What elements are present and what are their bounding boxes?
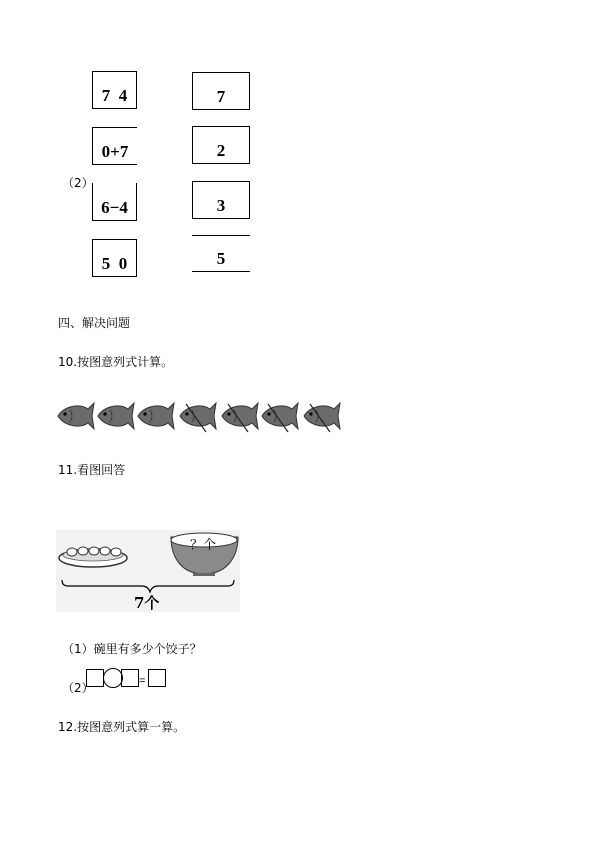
- answer-box-2[interactable]: [121, 669, 139, 687]
- part-2-label: （2）: [62, 176, 94, 190]
- plate-icon: [59, 547, 127, 567]
- answer-box-1[interactable]: [86, 669, 104, 687]
- fish-illustration: [56, 398, 342, 434]
- section-heading: 四、解决问题: [58, 316, 131, 330]
- q11-subquestion-1: （1）碗里有多少个饺子？: [62, 642, 202, 656]
- fish-icon: [138, 403, 174, 429]
- operator-circle[interactable]: [103, 668, 123, 688]
- bowl-unknown-label: ？个: [190, 537, 217, 552]
- fish-icon: [58, 403, 94, 429]
- answer-box-3[interactable]: [148, 669, 166, 687]
- question-12-text: 12.按图意列式算一算。: [58, 720, 186, 734]
- fish-crossed-icon: [262, 403, 298, 432]
- total-label: 7个: [134, 594, 160, 612]
- fish-crossed-icon: [180, 403, 216, 432]
- fish-crossed-icon: [304, 403, 340, 432]
- dumpling-illustration: [56, 530, 240, 612]
- fish-icon: [98, 403, 134, 429]
- right-card-4: 5: [192, 235, 250, 272]
- left-card-2: 0+7: [92, 127, 137, 165]
- fish-crossed-icon: [222, 403, 258, 432]
- question-11-text: 11.看图回答: [58, 463, 126, 477]
- q11-subquestion-2-label: （2）: [62, 681, 94, 695]
- question-10-text: 10.按图意列式计算。: [58, 355, 174, 369]
- total-brace: [62, 580, 234, 592]
- right-card-1: 7: [192, 72, 250, 110]
- left-card-4: 5 0: [92, 239, 137, 277]
- right-card-3: 3: [192, 181, 250, 219]
- right-card-2: 2: [192, 126, 250, 164]
- left-card-1: 7 4: [92, 71, 137, 109]
- equals-sign: =: [139, 675, 146, 687]
- left-card-3: 6−4: [92, 183, 137, 221]
